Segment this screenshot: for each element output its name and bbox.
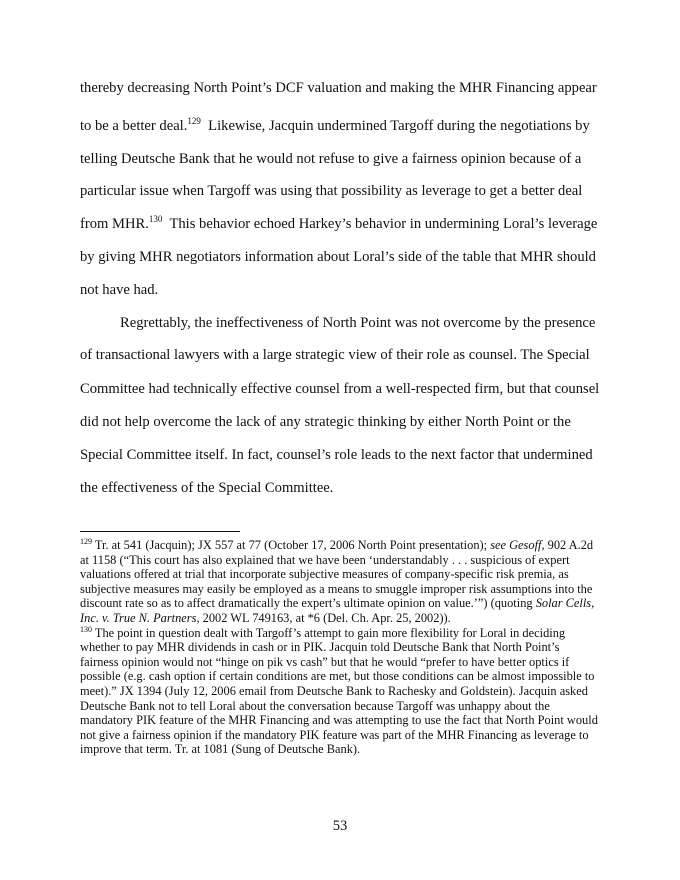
body-line	[80, 446, 593, 464]
body-line	[80, 150, 581, 168]
footnote-text: Tr. at 541 (Jacquin); JX 557 at 77 (October 17, 2006 North Point presentation);	[92, 538, 491, 552]
body-text: the effectiveness of the Special Committee.	[80, 480, 334, 496]
body-line	[80, 182, 582, 200]
body-line	[80, 248, 596, 266]
body-line	[80, 117, 590, 135]
body-text: telling Deutsche Bank that he would not refuse to give a fairness opinion because of a	[80, 151, 582, 167]
body-line	[120, 314, 595, 332]
page-number: 53	[332, 818, 348, 834]
body-line	[80, 479, 333, 497]
body-text: of transactional lawyers with a large strategic view of their role as counsel. The Special	[80, 347, 590, 363]
body-line	[80, 346, 590, 364]
body-line	[80, 79, 597, 97]
body-text: from MHR.	[80, 216, 149, 232]
body-line	[80, 215, 597, 233]
footnote-text: , 2002 WL 749163, at *6 (Del. Ch. Apr. 25, 2002)).	[196, 610, 451, 625]
footnotes	[80, 538, 600, 757]
body-text: Committee had technically effective counsel from a well-respected firm, but that counsel	[80, 381, 600, 397]
footnote-text: , 902 A.2d at 1158 (“This court has also explained that we have been ‘understandably . . . suspicious of expert valuations offered at trial that incorporate subjective measures of company-specific risk premia, as subjective measures may easily be employed as a means to smuggle improper risk assumptions into the discount rate so as to affect dramatically the expert’s ultimate opinion on value.’”) (quoting	[80, 538, 594, 611]
body-line	[80, 281, 158, 299]
footnote-ref-129[interactable]: 129	[187, 116, 201, 126]
body-text: to be a better deal.	[80, 118, 188, 134]
body-line	[80, 413, 571, 431]
case-citation: Solar Cells, Inc. v. True N. Partners	[80, 596, 595, 625]
body-text: This behavior echoed Harkey’s behavior in undermining Loral’s leverage	[162, 216, 598, 232]
body-text: thereby decreasing North Point’s DCF valuation and making the MHR Financing appear	[80, 80, 597, 96]
footnote-ref-130[interactable]: 130	[148, 214, 163, 224]
footnote-text: The point in question dealt with Targoff’s attempt to gain more flexibility for Loral in deciding whether to pay MHR dividends in cash or in PIK. Jacquin told Deutsche Bank that North Point’s fairness opinion would not “hinge on pik vs cash” but that he would “prefer to have better optics if possible (e.g. cash option if certain conditions are met, but those conditions can be almost impossible to meet).” JX 1394 (July 12, 2006 email from Deutsche Bank to Rachesky and Goldstein). Jacquin asked Deutsche Bank not to tell Loral about the conversation because Targoff was unhappy about the mandatory PIK feature of the MHR Financing and was attempting to use the fact that North Point would not give a fairness opinion if the mandatory PIK feature was part of the MHR Financing as leverage to improve that term. Tr. at 1081 (Sung of Deutsche Bank).	[80, 625, 598, 757]
body-text: Likewise, Jacquin undermined Targoff during the negotiations by	[200, 118, 590, 134]
body-text: particular issue when Targoff was using that possibility as leverage to get a better deal	[80, 183, 583, 199]
case-citation: see Gesoff	[490, 538, 542, 552]
body-text: did not help overcome the lack of any strategic thinking by either North Point or the	[80, 414, 571, 430]
body-text: Regrettably, the ineffectiveness of North Point was not overcome by the presence	[120, 315, 596, 331]
footnote-number: 130	[80, 624, 92, 634]
body-line	[80, 380, 599, 398]
body-text: Special Committee itself. In fact, counsel’s role leads to the next factor that undermined	[80, 447, 593, 463]
body-text: by giving MHR negotiators information about Loral’s side of the table that MHR should	[80, 249, 596, 265]
footnote-number: 129	[80, 537, 92, 546]
footnote-130	[80, 626, 600, 757]
footnote-separator	[80, 531, 240, 532]
footnote-129	[80, 538, 600, 626]
body-text: not have had.	[80, 282, 159, 298]
